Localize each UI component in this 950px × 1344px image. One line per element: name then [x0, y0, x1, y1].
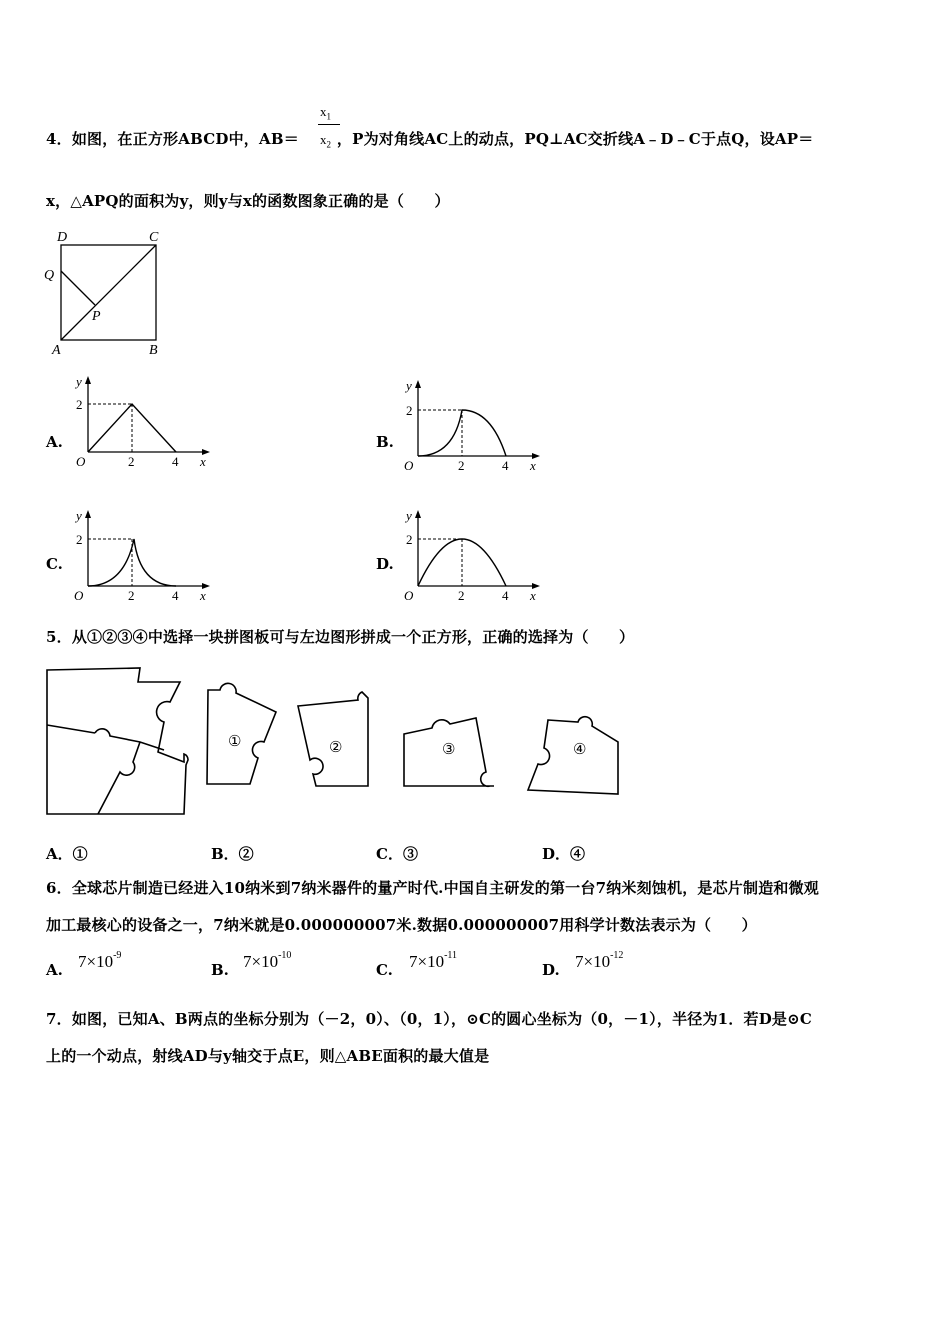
q4-option-b-letter[interactable]: B.	[376, 433, 394, 451]
svg-text:y: y	[406, 378, 412, 393]
graph-a	[66, 374, 216, 474]
svg-text:2: 2	[406, 403, 413, 418]
graph-c-curve	[88, 539, 176, 586]
q5-option-a[interactable]: A．①	[46, 845, 88, 863]
q5-puzzle-figure	[40, 662, 630, 822]
label-a: A	[52, 343, 61, 358]
q5-piece-4-label: ④	[573, 742, 587, 758]
label-b: B	[149, 343, 158, 358]
q4-line2: x，△APQ的面积为y，则y与x的函数图象正确的是（ ）	[46, 192, 450, 210]
q5-piece-1-label: ①	[228, 734, 242, 750]
q5-piece-3-label: ③	[442, 742, 456, 758]
svg-text:O: O	[404, 458, 414, 473]
svg-text:y: y	[406, 508, 412, 523]
q5-option-d[interactable]: D．④	[542, 845, 586, 863]
q6-option-a-value: $7\times 10^{-9}$	[78, 950, 122, 971]
svg-text:4: 4	[172, 588, 179, 603]
graph-d	[396, 508, 546, 608]
label-c: C	[149, 230, 159, 245]
svg-text:O: O	[76, 454, 86, 469]
q4-text-b: ，P为对角线AC上的动点，PQ⊥AC交折线A﹣D﹣C于点Q，设AP＝	[336, 130, 814, 148]
q6-option-b-letter[interactable]: B.	[211, 961, 229, 979]
svg-text:y: y	[76, 374, 82, 389]
q5-left-shape	[47, 668, 188, 814]
q6-option-c-value: $7\times 10^{-11}$	[409, 950, 458, 971]
svg-text:O: O	[404, 588, 414, 603]
svg-text:2: 2	[406, 532, 413, 547]
q4-option-a-letter[interactable]: A.	[46, 433, 63, 451]
q6-option-a-letter[interactable]: A.	[46, 961, 63, 979]
q4-frac-den: $x_2$	[320, 132, 331, 150]
svg-text:2: 2	[76, 397, 83, 412]
q4-frac-num: $x_1$	[320, 104, 331, 122]
q6-option-d-value: $7\times 10^{-12}$	[575, 950, 624, 971]
segment-pq	[61, 271, 95, 305]
q5-text: 5．从①②③④中选择一块拼图板可与左边图形拼成一个正方形，正确的选择为（ ）	[46, 628, 635, 646]
q4-option-d-letter[interactable]: D.	[376, 555, 394, 573]
svg-text:x: x	[530, 588, 536, 603]
label-d: D	[57, 230, 68, 245]
svg-text:2: 2	[458, 588, 465, 603]
q5-option-c[interactable]: C．③	[376, 845, 418, 863]
graph-b	[396, 378, 546, 478]
svg-text:2: 2	[458, 458, 465, 473]
q4-text-a: 4．如图，在正方形ABCD中，AB＝	[46, 130, 299, 148]
q5-option-b[interactable]: B．②	[211, 845, 254, 863]
q4-frac-bar	[318, 124, 340, 125]
svg-text:x: x	[200, 588, 206, 603]
svg-text:4: 4	[502, 458, 509, 473]
q7-line1: 7．如图，已知A、B两点的坐标分别为（－2，0）、（0，1），⊙C的圆心坐标为（0，－1），半径为1．若D是⊙C	[46, 1010, 813, 1028]
graph-c	[66, 508, 216, 608]
svg-text:x: x	[530, 458, 536, 473]
q6-option-c-letter[interactable]: C.	[376, 961, 393, 979]
label-q: Q	[44, 268, 55, 283]
svg-text:4: 4	[172, 454, 179, 469]
q7-line2: 上的一个动点，射线AD与y轴交于点E，则△ABE面积的最大值是	[46, 1047, 490, 1065]
q6-line1: 6．全球芯片制造已经进入10纳米到7纳米器件的量产时代.中国自主研发的第一台7纳米刻蚀机，是芯片制造和微观	[46, 879, 820, 897]
svg-text:2: 2	[128, 588, 135, 603]
q6-option-b-value: $7\times 10^{-10}$	[243, 950, 292, 971]
label-p: P	[92, 309, 101, 324]
svg-text:4: 4	[502, 588, 509, 603]
q4-square-figure	[40, 228, 170, 360]
svg-text:O: O	[74, 588, 84, 603]
q6-option-d-letter[interactable]: D.	[542, 961, 560, 979]
svg-text:2: 2	[128, 454, 135, 469]
q6-line2: 加工最核心的设备之一，7纳米就是0.000000007米.数据0.000000007用科学计数法表示为（ ）	[46, 916, 757, 934]
q5-piece-2-label: ②	[329, 740, 343, 756]
q5-piece-1	[207, 683, 276, 784]
diagonal-ac	[61, 245, 156, 340]
svg-text:x: x	[200, 454, 206, 469]
svg-text:2: 2	[76, 532, 83, 547]
q5-piece-2	[298, 692, 368, 786]
q4-line1	[46, 128, 813, 149]
svg-text:y: y	[76, 508, 82, 523]
q4-option-c-letter[interactable]: C.	[46, 555, 63, 573]
